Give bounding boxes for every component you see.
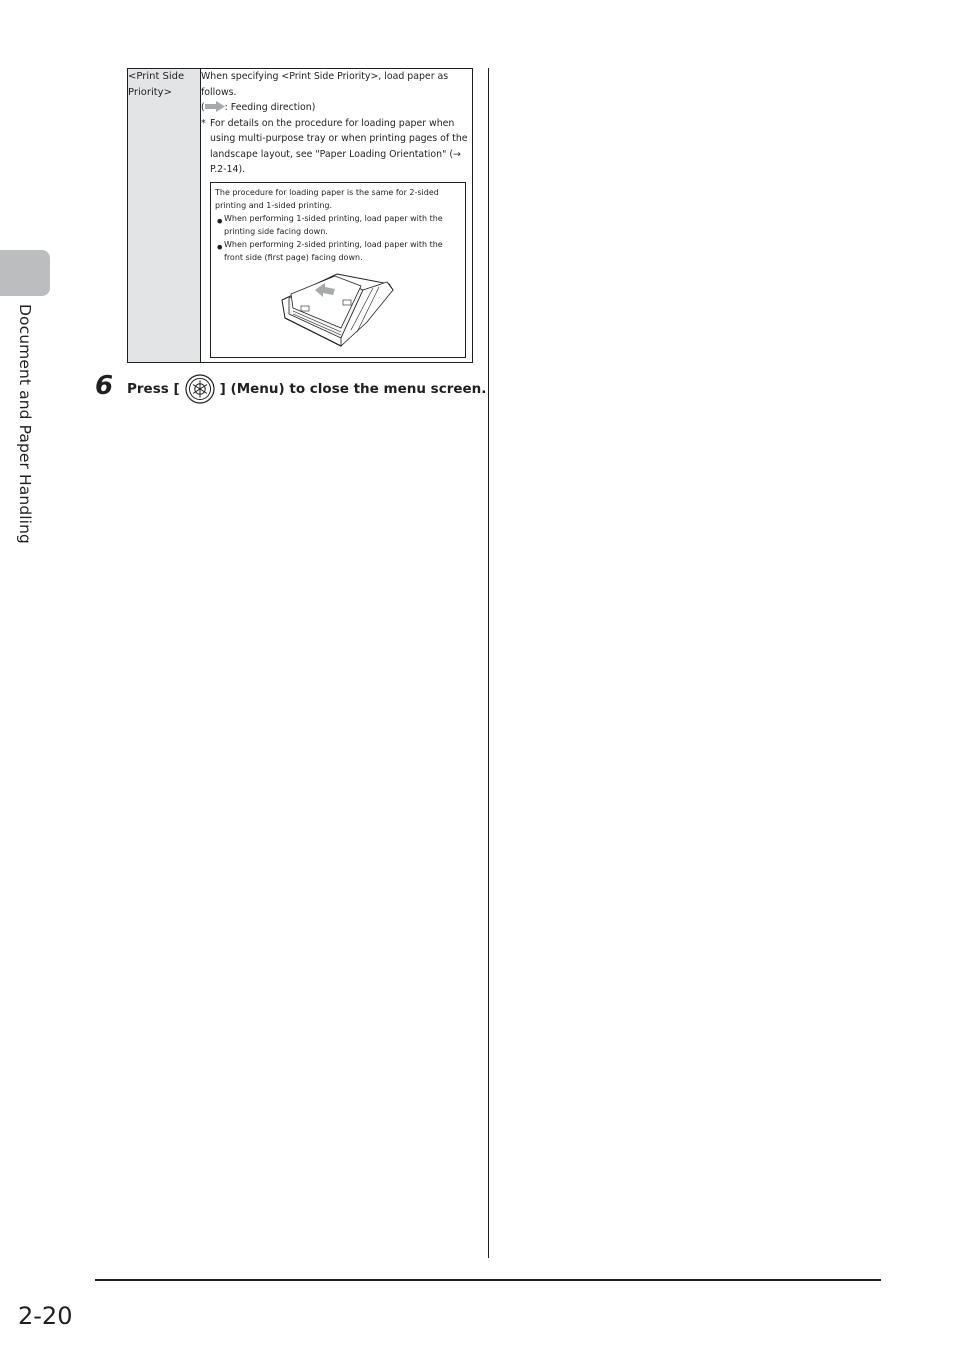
footnote [201,116,472,178]
table-row [128,69,473,363]
feed-open: ( [201,102,205,113]
bullet-mark: • [215,237,225,257]
step-number: 6 [95,371,114,401]
paper-tray-illustration [277,270,395,352]
bullet-text: When performing 1-sided printing, load paper with the printing side facing down. [224,213,443,236]
feed-direction-arrow-icon [205,101,225,112]
bullet-mark: • [215,211,225,231]
page-number: 2-20 [18,1302,73,1330]
feed-direction-label: : Feeding direction) [224,102,316,113]
step-text-after: ] (Menu) to close the menu screen. [219,381,487,397]
setting-name-cell [128,69,201,363]
footer-rule [95,1279,881,1281]
chapter-label: Document and Paper Handling [16,304,34,544]
step-text [127,374,486,404]
step-6 [95,373,486,405]
chapter-tab [0,250,50,296]
column-divider [488,68,489,1258]
list-item [215,238,461,264]
setting-name: <Print Side Priority> [128,71,185,98]
footnote-text: For details on the procedure for loading paper when using multi-purpose tray or when printing pages of the landscape layout, see "Paper Loading Orientation" (→ P.2-14). [210,117,468,175]
settings-table [127,68,473,363]
setting-description-cell [201,69,473,363]
note-text: The procedure for loading paper is the same for 2-sided printing and 1-sided printing. [215,187,439,210]
menu-key-icon [184,374,216,404]
step-text-before: Press [ [127,381,180,397]
list-item [215,212,461,238]
feed-direction-legend [201,100,472,116]
footnote-mark: * [201,117,206,129]
note-box [210,182,466,358]
intro-text: When specifying <Print Side Priority>, load paper as follows. [201,71,449,98]
bullet-text: When performing 2-sided printing, load paper with the front side (first page) facing down. [224,239,443,262]
